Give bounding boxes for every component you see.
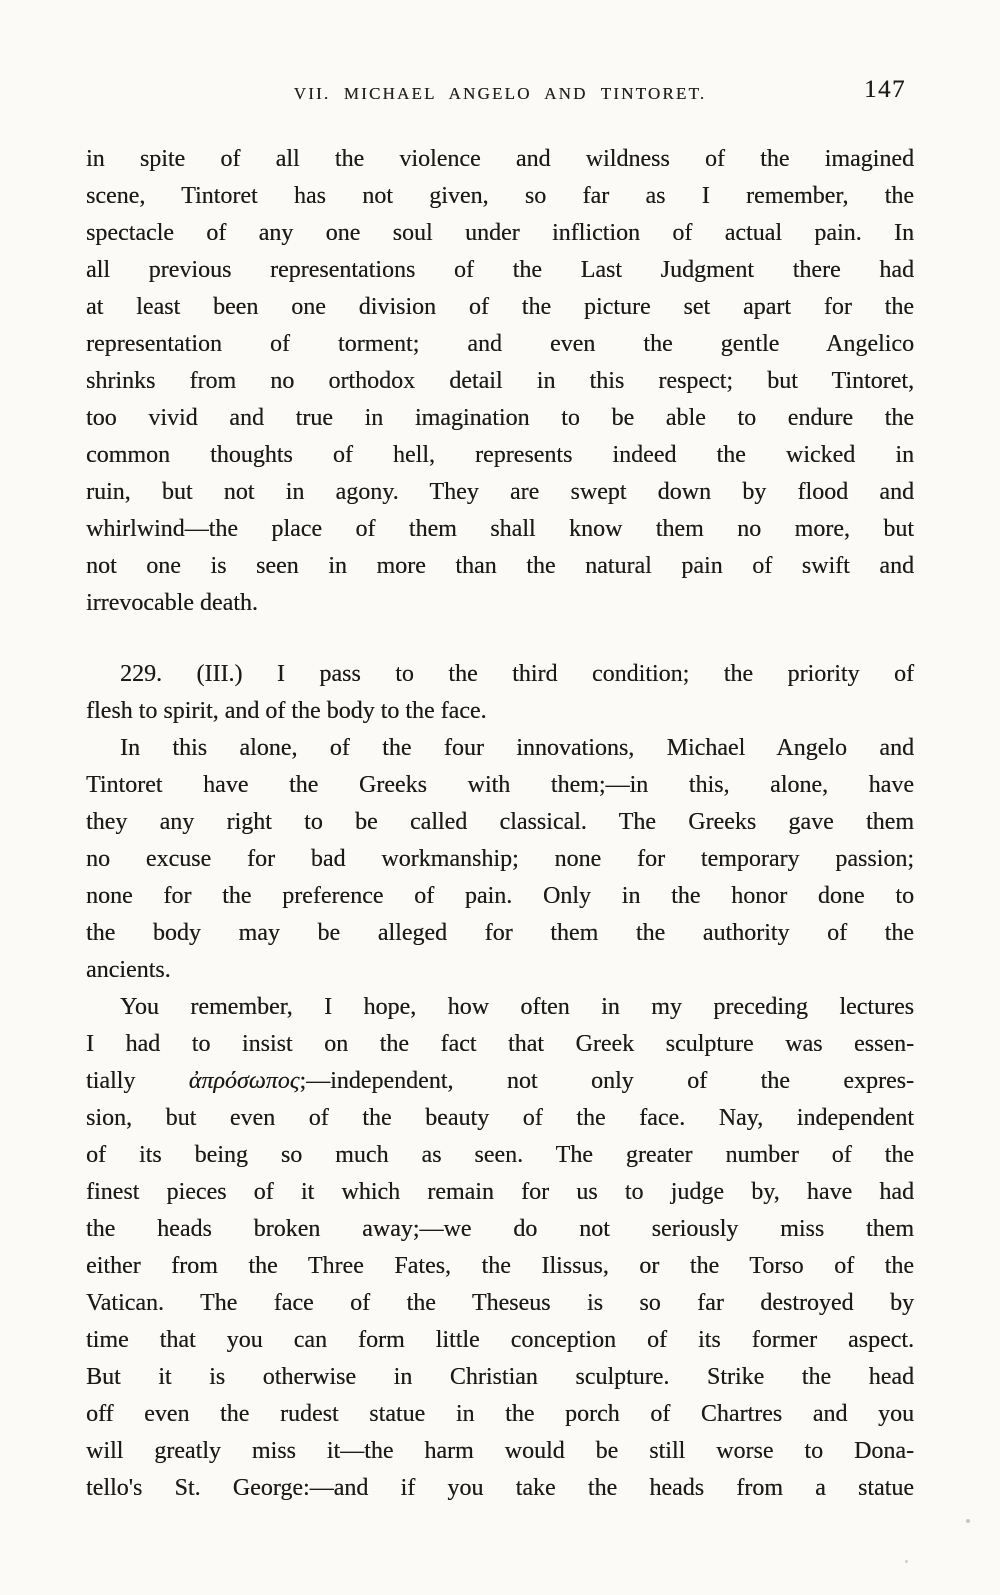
text-line: off even the rudest statue in the porch of Chartres and you (86, 1401, 914, 1427)
text-line: Tintoret have the Greeks with them;—in this, alone, have (86, 772, 914, 798)
text-line: Vatican. The face of the Theseus is so far destroyed by (86, 1290, 914, 1316)
text-line: finest pieces of it which remain for us to judge by, have had (86, 1179, 914, 1205)
text-line: the body may be alleged for them the authority of the (86, 920, 914, 946)
text-line: at least been one division of the picture set apart for the (86, 294, 914, 320)
text-line: tially ἀπρόσωπος;—independent, not only of the expres- (86, 1068, 914, 1094)
text-line: You remember, I hope, how often in my preceding lectures (120, 994, 914, 1020)
text-line: ruin, but not in agony. They are swept down by flood and (86, 479, 914, 505)
text-line: of its being so much as seen. The greater number of the (86, 1142, 914, 1168)
text-line: shrinks from no orthodox detail in this respect; but Tintoret, (86, 368, 914, 394)
text-line: scene, Tintoret has not given, so far as I remember, the (86, 183, 914, 209)
text-line: time that you can form little conception of its former aspect. (86, 1327, 914, 1353)
text-line: But it is otherwise in Christian sculpture. Strike the head (86, 1364, 914, 1390)
scan-speck (966, 1519, 970, 1523)
text-line: spectacle of any one soul under infliction of actual pain. In (86, 220, 914, 246)
text-line: tello's St. George:—and if you take the heads from a statue (86, 1475, 914, 1501)
para-continuation (86, 141, 914, 622)
text-block (86, 141, 914, 1507)
para-229-third-condition (86, 656, 914, 730)
text-line: no excuse for bad workmanship; none for temporary passion; (86, 846, 914, 872)
para-you-remember (86, 989, 914, 1507)
text-line: too vivid and true in imagination to be able to endure the (86, 405, 914, 431)
text-line: In this alone, of the four innovations, Michael Angelo and (120, 735, 914, 761)
text-line: will greatly miss it—the harm would be still worse to Dona- (86, 1438, 914, 1464)
text-line: flesh to spirit, and of the body to the face. (86, 698, 487, 724)
running-title: VII. MICHAEL ANGELO AND TINTORET. (293, 84, 707, 103)
text-line: none for the preference of pain. Only in the honor done to (86, 883, 914, 909)
text-line: common thoughts of hell, represents indeed the wicked in (86, 442, 914, 468)
text-line: ancients. (86, 957, 171, 983)
text-line: they any right to be called classical. The Greeks gave them (86, 809, 914, 835)
text-line: the heads broken away;—we do not seriously miss them (86, 1216, 914, 1242)
text-line: not one is seen in more than the natural pain of swift and (86, 553, 914, 579)
page-header (86, 76, 914, 108)
text-line: either from the Three Fates, the Ilissus, or the Torso of the (86, 1253, 914, 1279)
text-line: sion, but even of the beauty of the face. Nay, independent (86, 1105, 914, 1131)
text-line: I had to insist on the fact that Greek sculpture was essen- (86, 1031, 914, 1057)
text-line: in spite of all the violence and wildness of the imagined (86, 146, 914, 172)
para-in-this-alone (86, 730, 914, 989)
text-line: representation of torment; and even the gentle Angelico (86, 331, 914, 357)
text-line: 229. (III.) I pass to the third condition; the priority of (120, 661, 914, 687)
scan-speck (905, 1560, 908, 1563)
page-number: 147 (864, 76, 906, 103)
text-line: all previous representations of the Last Judgment there had (86, 257, 914, 283)
text-line: whirlwind—the place of them shall know them no more, but (86, 516, 914, 542)
text-line: irrevocable death. (86, 590, 258, 616)
